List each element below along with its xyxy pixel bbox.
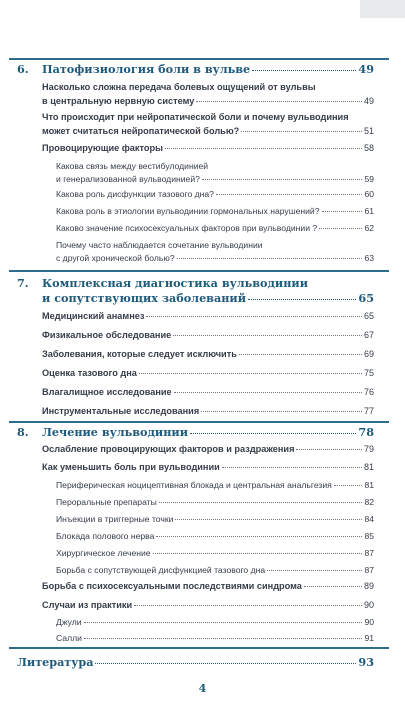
- entry-page: 76: [363, 387, 374, 397]
- entry-text: Пероральные препараты: [56, 497, 157, 507]
- entry-text: Влагалищное исследование: [42, 387, 172, 397]
- entry-text: Провоцирующие факторы: [42, 143, 163, 153]
- leader-dots: [322, 211, 363, 212]
- entry-text: Оценка тазового дна: [42, 368, 137, 378]
- toc-entry[interactable]: [42, 443, 374, 457]
- leader-dots: [216, 194, 363, 195]
- entry-text: Физикальное обследование: [42, 330, 172, 340]
- entry-text: Медицинский анамнез: [42, 311, 145, 321]
- entry-page: 85: [364, 531, 374, 541]
- entry-page: 89: [363, 581, 374, 591]
- leader-dots: [296, 449, 362, 450]
- entry-text: с другой хронической болью?: [56, 252, 175, 263]
- leader-dots: [248, 299, 356, 300]
- entry-page: 91: [364, 633, 374, 643]
- section-rule: [9, 421, 389, 423]
- leader-dots: [252, 70, 356, 71]
- leader-dots: [95, 663, 356, 664]
- entry-text: Случаи из практики: [42, 600, 133, 610]
- leader-dots: [156, 536, 362, 537]
- entry-text: Борьба с психосексуальными последствиями синдрома: [42, 581, 302, 591]
- leader-dots: [222, 467, 362, 468]
- chapter-7[interactable]: [17, 276, 374, 306]
- chapter-title: Патофизиология боли в вульве: [42, 62, 251, 76]
- section-rule: [9, 647, 389, 649]
- toc-entry[interactable]: [42, 111, 374, 138]
- toc-subentry[interactable]: [56, 160, 374, 185]
- leader-dots: [153, 553, 363, 554]
- toc-subentry[interactable]: [56, 547, 374, 560]
- entry-text: и генерализованной вульводинией?: [56, 173, 200, 184]
- entry-text: Что происходит при нейропатической боли и почему вульводиния: [42, 112, 349, 122]
- leader-dots: [267, 570, 362, 571]
- entry-text: Инъекции в триггерные точки: [56, 514, 174, 524]
- toc-subentry[interactable]: [56, 239, 374, 264]
- entry-page: 82: [364, 497, 374, 507]
- entry-page: 59: [364, 173, 374, 184]
- page-number: 4: [198, 682, 207, 695]
- entry-page: 87: [364, 548, 374, 558]
- toc-subentry[interactable]: [56, 530, 374, 543]
- entry-text: Какова связь между вестибулодинией: [56, 161, 209, 171]
- toc-subentry[interactable]: [56, 616, 374, 629]
- leader-dots: [134, 605, 362, 606]
- leader-dots: [304, 586, 362, 587]
- entry-page: 77: [363, 406, 374, 416]
- toc-entry[interactable]: [42, 367, 374, 381]
- toc-entry[interactable]: [42, 599, 374, 613]
- leader-dots: [239, 354, 362, 355]
- leader-dots: [174, 392, 362, 393]
- entry-page: 51: [363, 125, 374, 136]
- entry-text: Насколько сложна передача болевых ощущений от вульвы: [42, 82, 316, 92]
- entry-page: 79: [363, 444, 374, 454]
- section-rule: [9, 58, 389, 60]
- chapter-page: 65: [358, 291, 374, 305]
- entry-page: 81: [363, 462, 374, 472]
- leader-dots: [241, 131, 362, 132]
- entry-text: Какова роль в этиологии вульводинии гормональных нарушений?: [56, 206, 320, 216]
- toc-entry[interactable]: [42, 142, 374, 156]
- toc-entry[interactable]: [42, 461, 374, 475]
- entry-page: 63: [364, 252, 374, 263]
- leader-dots: [84, 638, 363, 639]
- entry-text: Борьба с сопутствующей дисфункцией тазового дна: [56, 565, 266, 575]
- entry-text: Почему часто наблюдается сочетание вульводинии: [56, 240, 263, 250]
- entry-text: Инструментальные исследования: [42, 406, 200, 416]
- toc-entry[interactable]: [42, 81, 374, 108]
- leader-dots: [201, 411, 362, 412]
- toc-subentry[interactable]: [56, 222, 374, 235]
- toc-subentry[interactable]: [56, 632, 374, 645]
- section-rule: [9, 270, 389, 272]
- entry-text: Как уменьшить боль при вульводинии: [42, 462, 220, 472]
- toc-entry[interactable]: [42, 329, 374, 343]
- leader-dots: [173, 335, 362, 336]
- entry-page: 81: [364, 480, 374, 490]
- chapter-number: 6.: [17, 62, 29, 76]
- entry-page: 65: [363, 311, 374, 321]
- entry-text: в центральную нервную систему: [42, 95, 195, 106]
- chapter-page: 78: [358, 425, 374, 439]
- leader-dots: [177, 258, 363, 259]
- entry-text: Ослабление провоцирующих факторов и раздражения: [42, 444, 295, 454]
- toc-entry[interactable]: [42, 310, 374, 324]
- leader-dots: [175, 519, 362, 520]
- entry-text: Периферическая ноцицептивная блокада и центральная анальгезия: [56, 480, 332, 490]
- page-edge-shadow: [360, 0, 405, 18]
- leader-dots: [146, 316, 362, 317]
- entry-page: 90: [363, 600, 374, 610]
- entry-text: Какова роль дисфункции тазового дна?: [56, 189, 214, 199]
- entry-page: 60: [364, 189, 374, 199]
- leader-dots: [319, 228, 362, 229]
- entry-page: 62: [364, 223, 374, 233]
- leader-dots: [190, 433, 356, 434]
- bibliography-title: Литература: [17, 655, 94, 669]
- leader-dots: [139, 373, 362, 374]
- entry-page: 90: [364, 617, 374, 627]
- toc-subentry[interactable]: [56, 479, 374, 492]
- chapter-title: и сопутствующих заболеваний: [42, 291, 246, 305]
- toc-subentry[interactable]: [56, 496, 374, 509]
- toc-subentry[interactable]: [56, 205, 374, 218]
- chapter-number: 7.: [17, 276, 29, 290]
- toc-entry[interactable]: [42, 405, 374, 419]
- chapter-title: Комплексная диагностика вульводинии: [42, 276, 309, 290]
- leader-dots: [334, 485, 363, 486]
- toc-entry[interactable]: [42, 580, 374, 594]
- leader-dots: [165, 148, 362, 149]
- entry-page: 69: [363, 349, 374, 359]
- entry-text: Салли: [56, 633, 82, 643]
- entry-text: Каково значение психосексуальных факторов при вульводинии ?: [56, 223, 318, 233]
- entry-text: Заболевания, которые следует исключить: [42, 349, 237, 359]
- entry-page: 49: [363, 95, 374, 106]
- toc-entry[interactable]: [42, 386, 374, 400]
- leader-dots: [159, 502, 363, 503]
- chapter-page: 49: [358, 62, 374, 76]
- entry-page: 67: [363, 330, 374, 340]
- chapter-title: Лечение вульводинии: [42, 425, 189, 439]
- toc-subentry[interactable]: [56, 564, 374, 577]
- entry-page: 61: [364, 206, 374, 216]
- bibliography-page: 93: [358, 655, 374, 669]
- toc-subentry[interactable]: [56, 513, 374, 526]
- entry-text: может считаться нейропатической болью?: [42, 125, 240, 136]
- entry-page: 58: [363, 143, 374, 153]
- leader-dots: [196, 101, 362, 102]
- entry-page: 87: [364, 565, 374, 575]
- entry-page: 75: [363, 368, 374, 378]
- entry-text: Блокада полового нерва: [56, 531, 155, 541]
- entry-page: 84: [364, 514, 374, 524]
- toc-subentry[interactable]: [56, 188, 374, 201]
- leader-dots: [84, 622, 363, 623]
- leader-dots: [202, 179, 363, 180]
- chapter-number: 8.: [17, 425, 29, 439]
- toc-entry[interactable]: [42, 348, 374, 362]
- entry-text: Джули: [56, 617, 82, 627]
- entry-text: Хирургическое лечение: [56, 548, 151, 558]
